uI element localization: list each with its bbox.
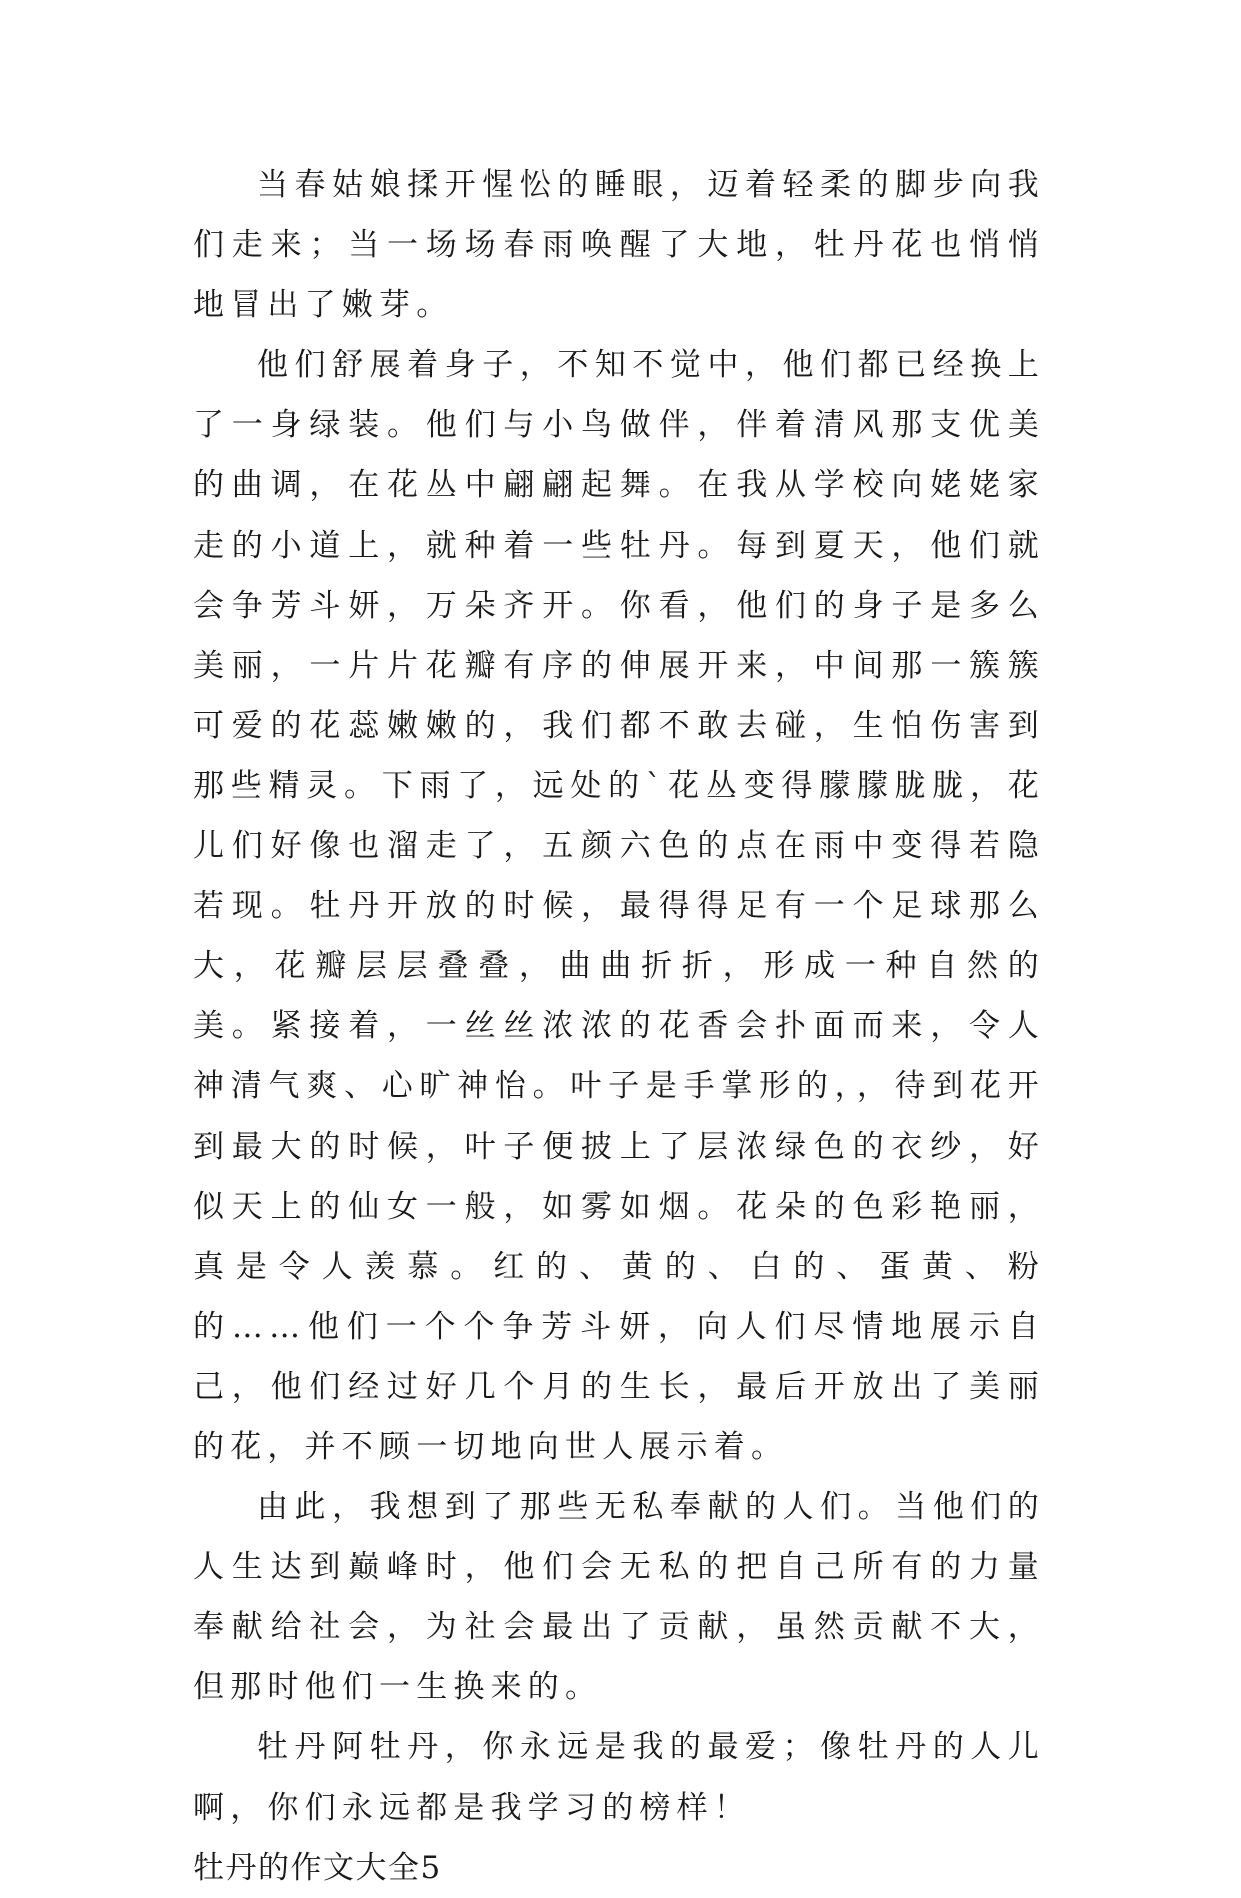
paragraph-peony-description: 他们舒展着身子，不知不觉中，他们都已经换上了一身绿装。他们与小鸟做伴，伴着清风那支优美的曲调，在花丛中翩翩起舞。在我从学校向姥姥家走的小道上，就种着一些牡丹。每到夏天，他们就会争芳斗妍，万朵齐开。你看，他们的身子是多么美丽，一片片花瓣有序的伸展开来，中间那一簇簇可爱的花蕊嫩嫩的，我们都不敢去碰，生怕伤害到那些精灵。下雨了，远处的`花丛变得朦朦胧胧，花儿们好像也溜走了，五颜六色的点在雨中变得若隐若现。牡丹开放的时候，最得得足有一个足球那么大，花瓣层层叠叠，曲曲折折，形成一种自然的美。紧接着，一丝丝浓浓的花香会扑面而来，令人神清气爽、心旷神怡。叶子是手掌形的，，待到花开到最大的时候，叶子便披上了层浓绿色的衣纱，好似天上的仙女一般，如雾如烟。花朵的色彩艳丽，真是令人羡慕。红的、黄的、白的、蛋黄、粉的……他们一个个争芳斗妍，向人们尽情地展示自己，他们经过好几个月的生长，最后开放出了美丽的花，并不顾一切地向世人展示着。 (193, 347, 1045, 1465)
paragraph-conclusion: 牡丹阿牡丹，你永远是我的最爱；像牡丹的人儿啊，你们永远都是我学习的榜样！ (193, 1729, 1045, 1826)
document-body (193, 155, 1045, 1898)
paragraph-selfless-people: 由此，我想到了那些无私奉献的人们。当他们的人生达到巅峰时，他们会无私的把自己所有的力量奉献给社会，为社会最出了贡献，虽然贡献不大，但那时他们一生换来的。 (193, 1489, 1045, 1706)
paragraph-spring-arrival: 当春姑娘揉开惺忪的睡眼，迈着轻柔的脚步向我们走来；当一场场春雨唤醒了大地，牡丹花也悄悄地冒出了嫩芽。 (193, 167, 1045, 324)
section-heading: 牡丹的作文大全5 (193, 1849, 442, 1886)
